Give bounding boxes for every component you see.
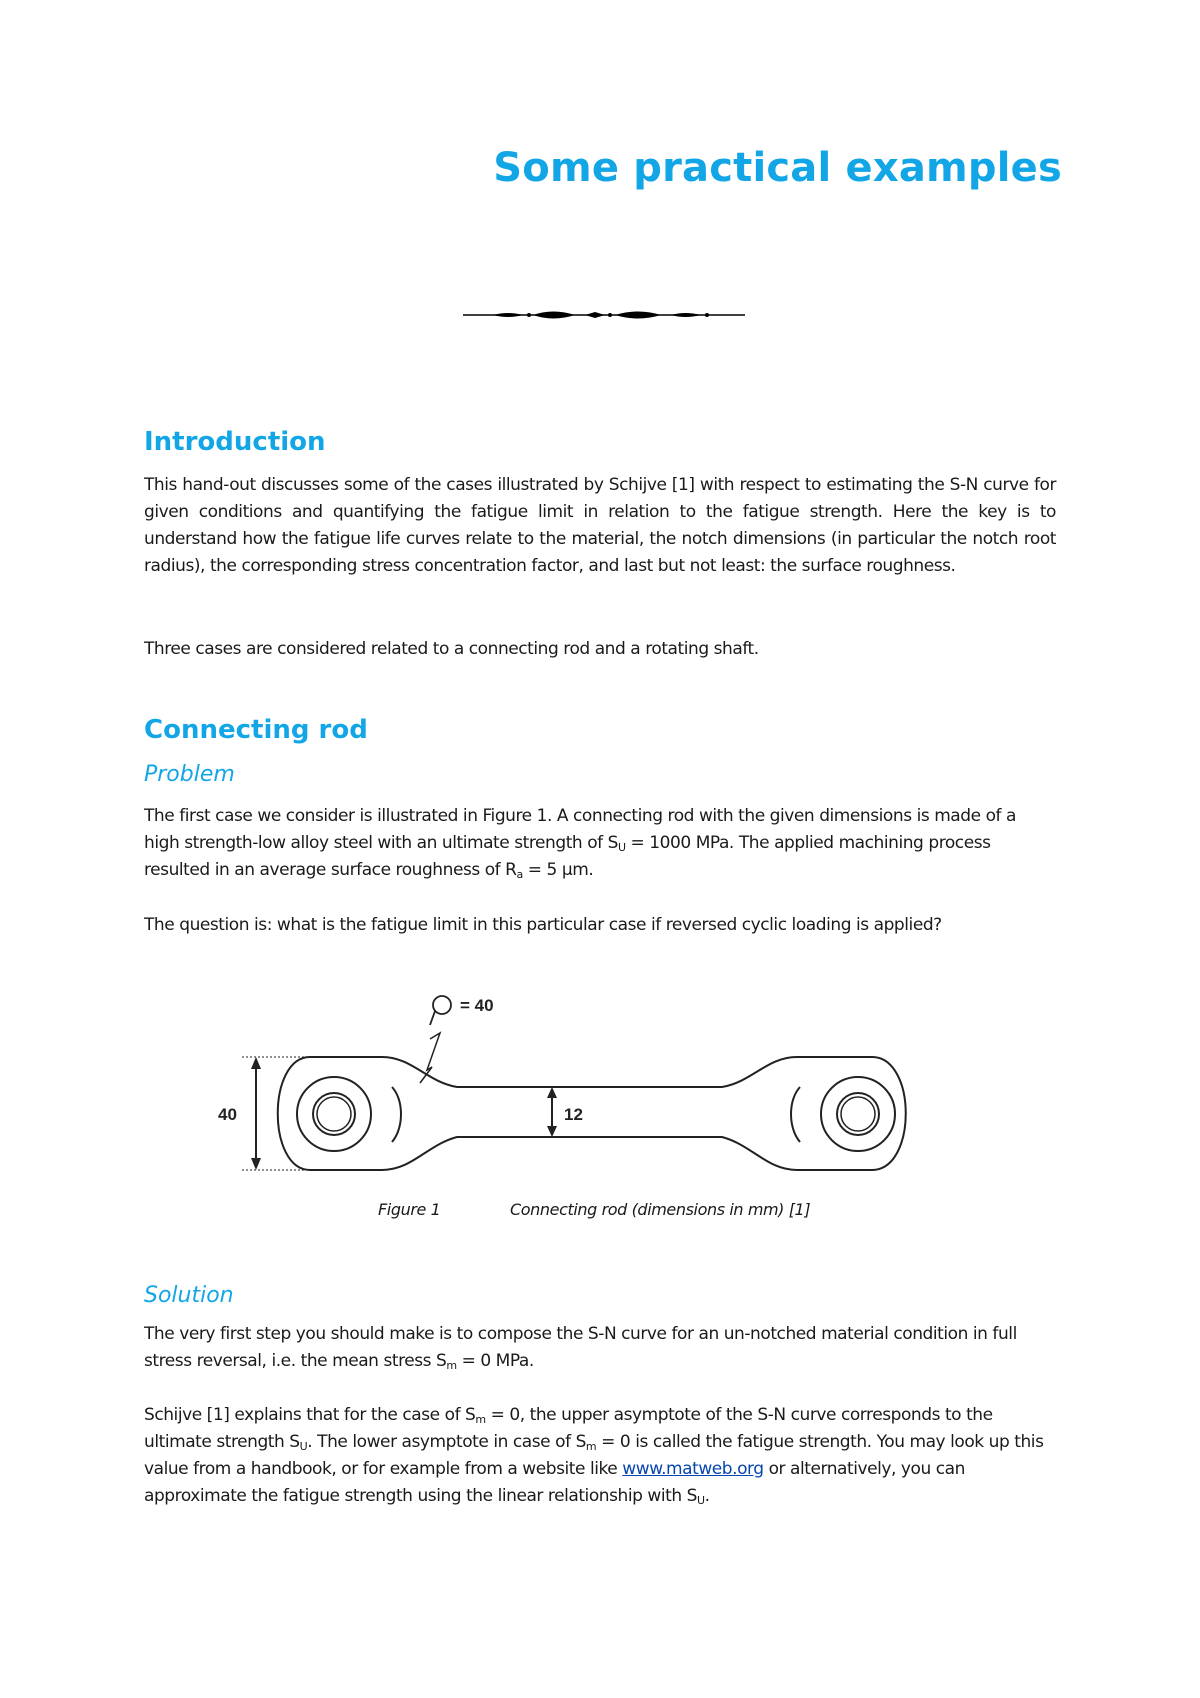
question-paragraph: The question is: what is the fatigue limit in this particular case if reversed cyclic loading is applied? [144, 915, 942, 935]
intro-paragraph-1: This hand-out discusses some of the cases illustrated by Schijve [1] with respect to estimating the S-N curve for given conditions and quantifying the fatigue limit in relation to the fatigue strength. Here the key is to understand how the fatigue life curves relate to the material, the notch dimensions (in particular the notch root radius), the corresponding stress concentration factor, and last but not least: the surface roughness. [144, 475, 1056, 576]
height-dimension: 40 [218, 1105, 237, 1124]
right-eye-outer [821, 1077, 895, 1151]
page-title: Some practical examples [493, 145, 1062, 191]
connecting-rod-figure [218, 975, 972, 1205]
shank-dimension: 12 [564, 1105, 583, 1124]
rho-label: = 40 [460, 996, 494, 1015]
right-eye-inner [837, 1093, 879, 1135]
figure-caption [378, 1200, 810, 1219]
problem-paragraph: The first case we consider is illustrated in Figure 1. A connecting rod with the given dimensions is made of a high strength-low alloy steel with an ultimate strength of $S_U = 1000$ MPa. The applied machining process resulted in an average surface roughness of $R_a = 5$ μm. [144, 806, 1016, 881]
ornamental-divider [463, 300, 745, 330]
solution-paragraph-1: The very first step you should make is to compose the S-N curve for an un-notched material condition in full stress reversal, i.e. the mean stress $S_m = 0$ MPa. [144, 1324, 1017, 1372]
intro-heading: Introduction [144, 427, 326, 457]
matweb-link[interactable]: www.matweb.org [622, 1459, 764, 1479]
problem-heading: Problem [144, 762, 235, 787]
left-eye-inner [313, 1093, 355, 1135]
solution-heading: Solution [144, 1283, 234, 1308]
left-eye-outer [297, 1077, 371, 1151]
connecting-rod-heading: Connecting rod [144, 715, 368, 745]
solution-paragraph-2: Schijve [1] explains that for the case of $S_m = 0$, the upper asymptote of the S-N curve corresponds to the ultimate strength $S_U$. The lower asymptote in case of $S_m = 0$ is called the fatigue strength. You may look up this value from a handbook, or for example from a website like www.matweb.org or alternatively, you can approximate the fatigue strength using the linear relationship with $S_U$. [144, 1405, 1044, 1507]
intro-paragraph-2: Three cases are considered related to a connecting rod and a rotating shaft. [144, 639, 759, 659]
figure-label: Figure 1 [378, 1200, 441, 1219]
figure-caption-text: Connecting rod (dimensions in mm) [1] [510, 1200, 811, 1219]
